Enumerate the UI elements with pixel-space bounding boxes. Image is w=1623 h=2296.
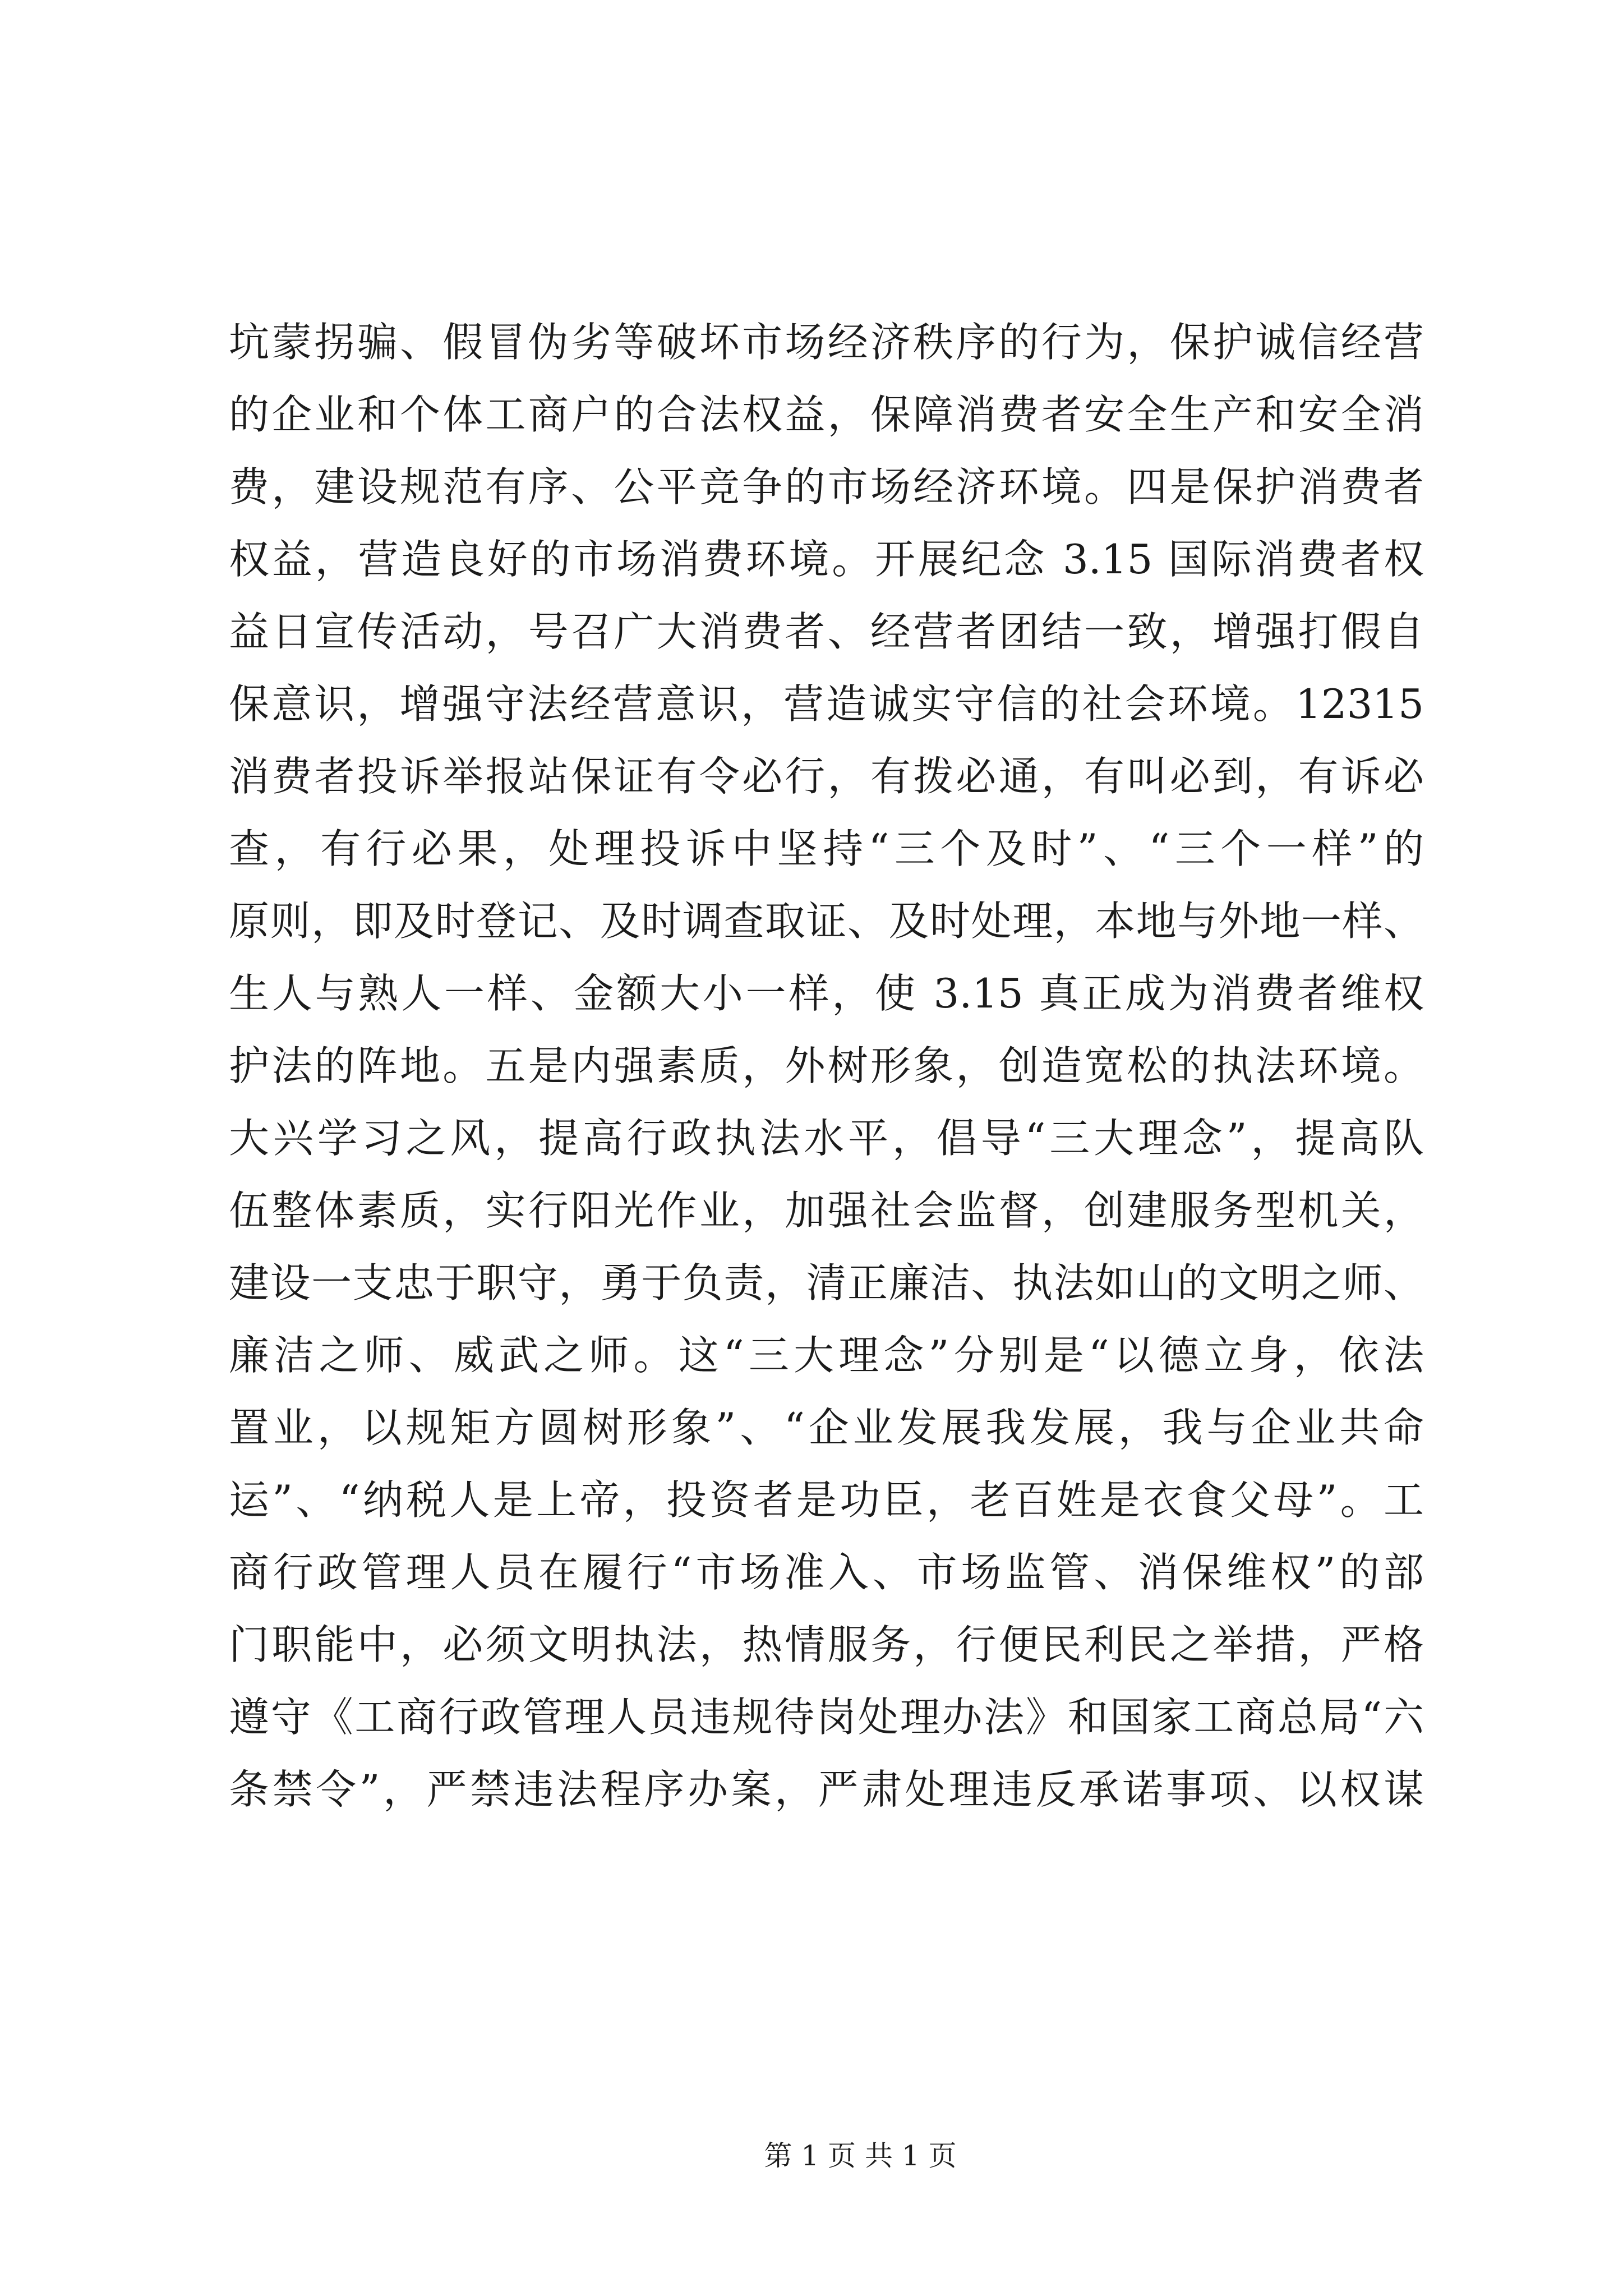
text-line: 生人与熟人一样、金额大小一样，使 3.15 真正成为消费者维权 bbox=[229, 970, 1424, 1017]
text-line: 条禁令”，严禁违法程序办案，严肃处理违反承诺事项、以权谋 bbox=[229, 1766, 1424, 1813]
page-footer: 第 1 页 共 1 页 bbox=[764, 2139, 957, 2172]
text-line: 廉洁之师、威武之师。这“三大理念”分别是“以德立身，依法 bbox=[229, 1332, 1424, 1379]
text-line: 益日宣传活动，号召广大消费者、经营者团结一致，增强打假自 bbox=[229, 608, 1424, 655]
text-line: 大兴学习之风，提高行政执法水平，倡导“三大理念”，提高队 bbox=[229, 1115, 1424, 1162]
text-line: 查，有行必果，处理投诉中坚持“三个及时”、“三个一样”的 bbox=[229, 825, 1424, 872]
text-line: 原则，即及时登记、及时调查取证、及时处理，本地与外地一样、 bbox=[229, 898, 1424, 945]
text-line: 运”、“纳税人是上帝，投资者是功臣，老百姓是衣食父母”。工 bbox=[229, 1476, 1424, 1524]
text-line: 遵守《工商行政管理人员违规待岗处理办法》和国家工商总局“六 bbox=[229, 1694, 1424, 1741]
text-line: 的企业和个体工商户的合法权益，保障消费者安全生产和安全消 bbox=[229, 391, 1424, 438]
text-line: 置业，以规矩方圆树形象”、“企业发展我发展，我与企业共命 bbox=[229, 1404, 1424, 1451]
text-line: 伍整体素质，实行阳光作业，加强社会监督，创建服务型机关， bbox=[229, 1187, 1424, 1234]
text-line: 门职能中，必须文明执法，热情服务，行便民利民之举措，严格 bbox=[229, 1621, 1424, 1668]
text-line: 坑蒙拐骗、假冒伪劣等破坏市场经济秩序的行为，保护诚信经营 bbox=[229, 319, 1424, 366]
body-paragraph bbox=[229, 306, 1424, 1826]
text-line: 保意识，增强守法经营意识，营造诚实守信的社会环境。12315 bbox=[229, 680, 1424, 728]
text-line: 建设一支忠于职守，勇于负责，清正廉洁、执法如山的文明之师、 bbox=[229, 1259, 1424, 1306]
text-line: 费，建设规范有序、公平竞争的市场经济环境。四是保护消费者 bbox=[229, 463, 1424, 510]
text-line: 权益，营造良好的市场消费环境。开展纪念 3.15 国际消费者权 bbox=[229, 536, 1424, 583]
text-line: 消费者投诉举报站保证有令必行，有拨必通，有叫必到，有诉必 bbox=[229, 753, 1424, 800]
text-line: 商行政管理人员在履行“市场准入、市场监管、消保维权”的部 bbox=[229, 1549, 1424, 1596]
text-line: 护法的阵地。五是内强素质，外树形象，创造宽松的执法环境。 bbox=[229, 1042, 1424, 1089]
